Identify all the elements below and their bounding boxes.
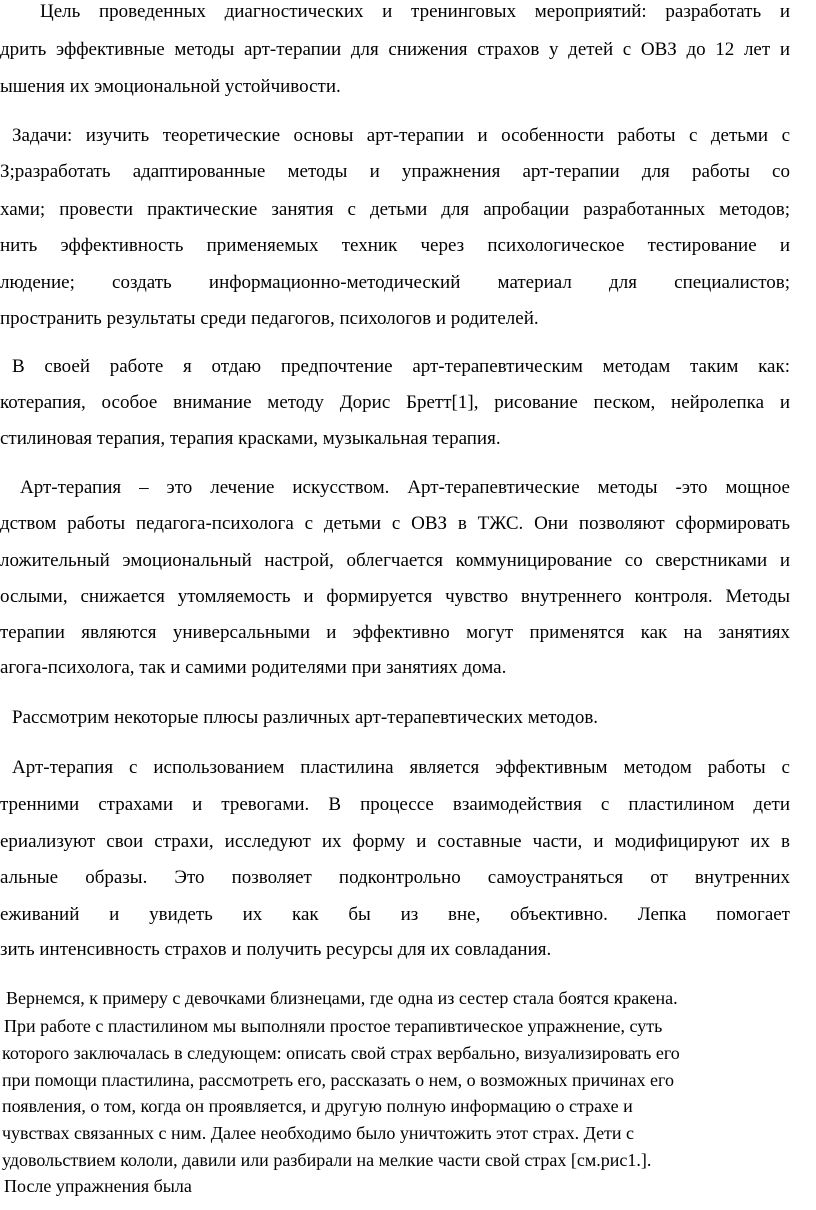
text-line: дрить эффективные методы арт-терапии для снижения страхов у детей с ОВЗ до 12 лет и — [0, 39, 790, 60]
text-line: Арт-терапия – это лечение искусством. Арт-терапевтические методы -это мощное — [20, 477, 790, 498]
text-line: Цель проведенных диагностических и тренинговых мероприятий: разработать и — [40, 1, 790, 22]
text-line: котерапия, особое внимание методу Дорис Бретт[1], рисование песком, нейролепка и — [0, 392, 790, 413]
text-line: при помощи пластилина, рассмотреть его, рассказать о нем, о возможных причинах его — [2, 1070, 674, 1090]
text-line: При работе с пластилином мы выполняли простое терапивтическое упражнение, суть — [4, 1016, 663, 1036]
text-line: хами; провести практические занятия с детьми для апробации разработанных методов; — [0, 199, 790, 220]
text-line: агога-психолога, так и самими родителями при занятиях дома. — [0, 657, 507, 678]
text-line: зить интенсивность страхов и получить ресурсы для их совладания. — [0, 939, 552, 960]
text-line: еживаний и увидеть их как бы из вне, объективно. Лепка помогает — [0, 904, 790, 925]
text-line: стилиновая терапия, терапия красками, музыкальная терапия. — [0, 428, 501, 449]
text-line: З;разработать адаптированные методы и упражнения арт-терапии для работы со — [0, 161, 790, 182]
text-line: нить эффективность применяемых техник через психологическое тестирование и — [0, 235, 790, 256]
text-line: ериализуют свои страхи, исследуют их форму и составные части, и модифицируют их в — [0, 831, 790, 852]
text-line: В своей работе я отдаю предпочтение арт-терапевтическим методам таким как: — [12, 356, 790, 377]
text-line: ложительный эмоциональный настрой, облегчается коммуницирование со сверстниками и — [0, 550, 790, 571]
text-line: альные образы. Это позволяет подконтрольно самоустраняться от внутренних — [0, 867, 790, 888]
text-line: ослыми, снижается утомляемость и формируется чувство внутреннего контроля. Методы — [0, 586, 790, 607]
text-line: Арт-терапия с использованием пластилина является эффективным методом работы с — [12, 757, 790, 778]
text-line: чувствах связанных с ним. Далее необходимо было уничтожить этот страх. Дети с — [2, 1123, 635, 1143]
text-line: ышения их эмоциональной устойчивости. — [0, 76, 341, 97]
text-line: которого заключалась в следующем: описать свой страх вербально, визуализировать его — [2, 1043, 680, 1063]
text-line: удовольствием кололи, давили или разбирали на мелкие части свой страх [см.рис1.]. — [2, 1150, 652, 1170]
text-line: Рассмотрим некоторые плюсы различных арт-терапевтических методов. — [12, 707, 599, 728]
text-line: появления, о том, когда он проявляется, и другую полную информацию о страхе и — [2, 1096, 633, 1116]
text-line: дством работы педагога-психолога с детьми с ОВЗ в ТЖС. Они позволяют сформировать — [0, 513, 790, 534]
text-line: Задачи: изучить теоретические основы арт-терапии и особенности работы с детьми с — [12, 125, 790, 146]
text-line: пространить результаты среди педагогов, психологов и родителей. — [0, 308, 539, 329]
text-line: тренними страхами и тревогами. В процессе взаимодействия с пластилином дети — [0, 794, 790, 815]
text-line: Вернемся, к примеру с девочками близнецами, где одна из сестер стала боятся кракена. — [6, 988, 678, 1008]
text-line: терапии являются универсальными и эффективно могут применятся как на занятиях — [0, 622, 790, 643]
text-line: После упражнения была — [4, 1176, 192, 1196]
text-line: людение; создать информационно-методический материал для специалистов; — [0, 272, 790, 293]
